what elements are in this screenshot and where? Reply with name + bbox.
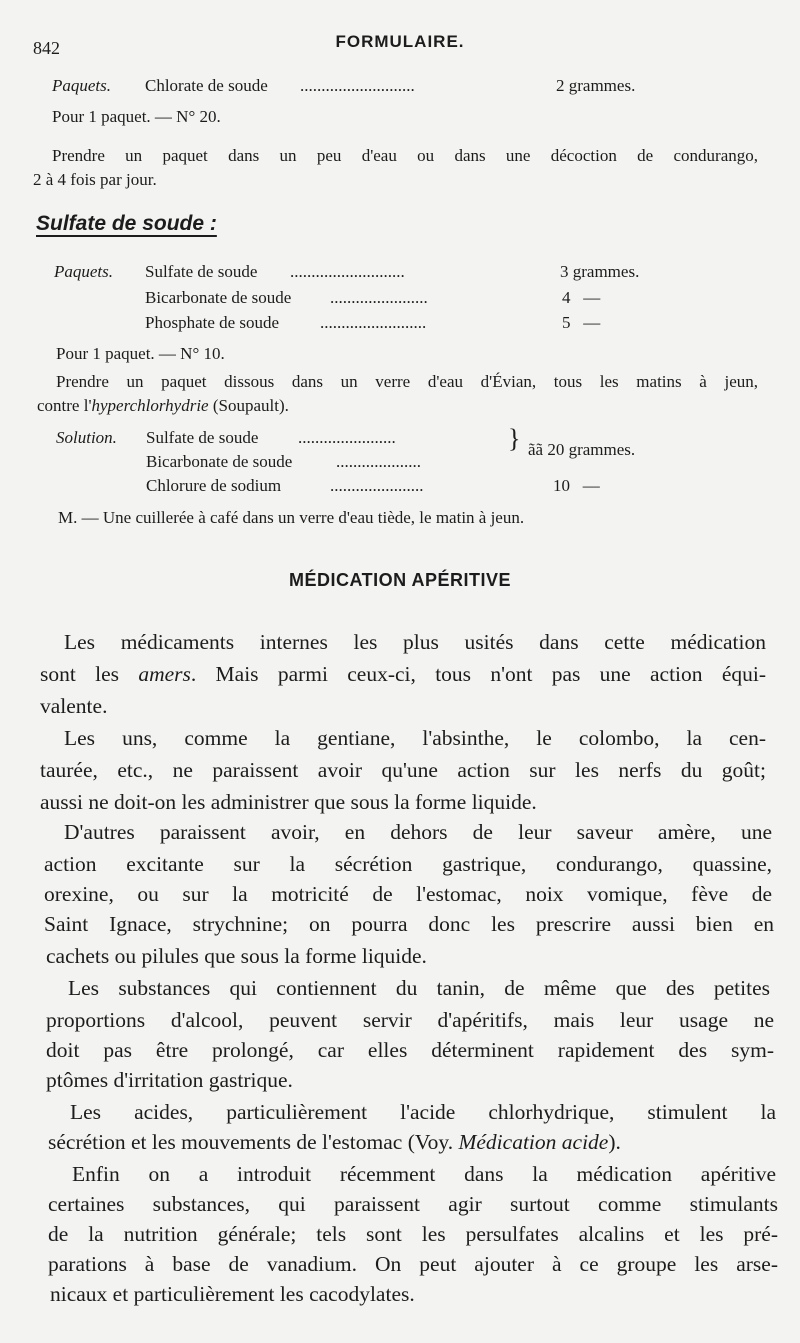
body-line: Les acides, particulièrement l'acide chlorhydrique, stimulent la [70,1100,776,1124]
formula-qty: 2 grammes. [556,76,636,95]
body-line: taurée, etc., ne paraissent avoir qu'une action sur les nerfs du goût; [40,758,766,782]
formula-item: Chlorate de soude [145,76,268,95]
formula-item: Sulfate de soude [145,262,258,281]
formula-qty: 5 — [562,313,601,332]
instruction-line: M. — Une cuillerée à café dans un verre d'eau tiède, le matin à jeun. [58,508,525,527]
leader-dots: ........................... [290,262,405,281]
body-line: doit pas être prolongé, car elles déterminent rapidement des sym- [46,1038,774,1062]
formula-item: Bicarbonate de soude [146,452,293,471]
page-number: 842 [33,38,60,58]
instruction-line: Prendre un paquet dissous dans un verre d'eau d'Évian, tous les matins à jeun, [56,372,758,391]
formula-item: Bicarbonate de soude [145,288,292,307]
formula-item: Sulfate de soude [146,428,259,447]
leader-dots: .................... [336,452,421,471]
body-line: ptômes d'irritation gastrique. [46,1068,293,1092]
section-heading: MÉDICATION APÉRITIVE [288,570,511,590]
leader-dots: ........................... [300,76,415,95]
paquets-label: Paquets. [52,76,112,95]
body-line: certaines substances, qui paraissent agir surtout comme stimulants [48,1192,778,1216]
body-line: aussi ne doit-on les administrer que sous la forme liquide. [40,790,537,814]
formula-qty: ãã 20 grammes. [528,440,636,459]
formula-qty: 4 — [562,288,601,307]
body-line: orexine, ou sur la motricité de l'estomac, noix vomique, fève de [44,882,772,906]
body-line: nicaux et particulièrement les cacodylates. [50,1282,415,1306]
per-packet: Pour 1 paquet. — N° 20. [52,107,221,126]
body-line: Les médicaments internes les plus usités dans cette médication [64,630,766,654]
leader-dots: ....................... [330,288,428,307]
section-heading: Sulfate de soude : [36,212,217,235]
formula-qty: 3 grammes. [560,262,640,281]
body-line: proportions d'alcool, peuvent servir d'apéritifs, mais leur usage ne [46,1008,774,1032]
instruction-line: 2 à 4 fois par jour. [33,170,157,189]
leader-dots: ......................... [320,313,427,332]
body-line: parations à base de vanadium. On peut ajouter à ce groupe les arse- [48,1252,778,1276]
body-line: sécrétion et les mouvements de l'estomac (Voy. Médication acide). [48,1130,621,1154]
paquets-label: Paquets. [54,262,114,281]
instruction-line: contre l'hyperchlorhydrie (Soupault). [37,396,289,415]
running-title: FORMULAIRE. [335,32,465,51]
body-line: valente. [40,694,108,718]
solution-label: Solution. [56,428,117,447]
body-line: D'autres paraissent avoir, en dehors de leur saveur amère, une [64,820,772,844]
formula-qty: 10 — [553,476,600,495]
per-packet: Pour 1 paquet. — N° 10. [56,344,225,363]
formula-item: Chlorure de sodium [146,476,282,495]
body-line: action excitante sur la sécrétion gastrique, condurango, quassine, [44,852,772,876]
instruction-line: Prendre un paquet dans un peu d'eau ou dans une décoction de condurango, [52,146,758,165]
body-line: Les uns, comme la gentiane, l'absinthe, le colombo, la cen- [64,726,766,750]
body-line: de la nutrition générale; tels sont les persulfates alcalins et les pré- [48,1222,778,1246]
body-line: Saint Ignace, strychnine; on pourra donc les prescrire aussi bien en [44,912,774,936]
leader-dots: ...................... [330,476,424,495]
formula-item: Phosphate de soude [145,313,280,332]
leader-dots: ....................... [298,428,396,447]
body-line: sont les amers. Mais parmi ceux-ci, tous n'ont pas une action équi- [40,662,766,686]
body-line: Enfin on a introduit récemment dans la médication apéritive [72,1162,776,1186]
body-line: cachets ou pilules que sous la forme liquide. [46,944,427,968]
body-line: Les substances qui contiennent du tanin, de même que des petites [68,976,770,1000]
brace-icon: } [508,424,521,453]
